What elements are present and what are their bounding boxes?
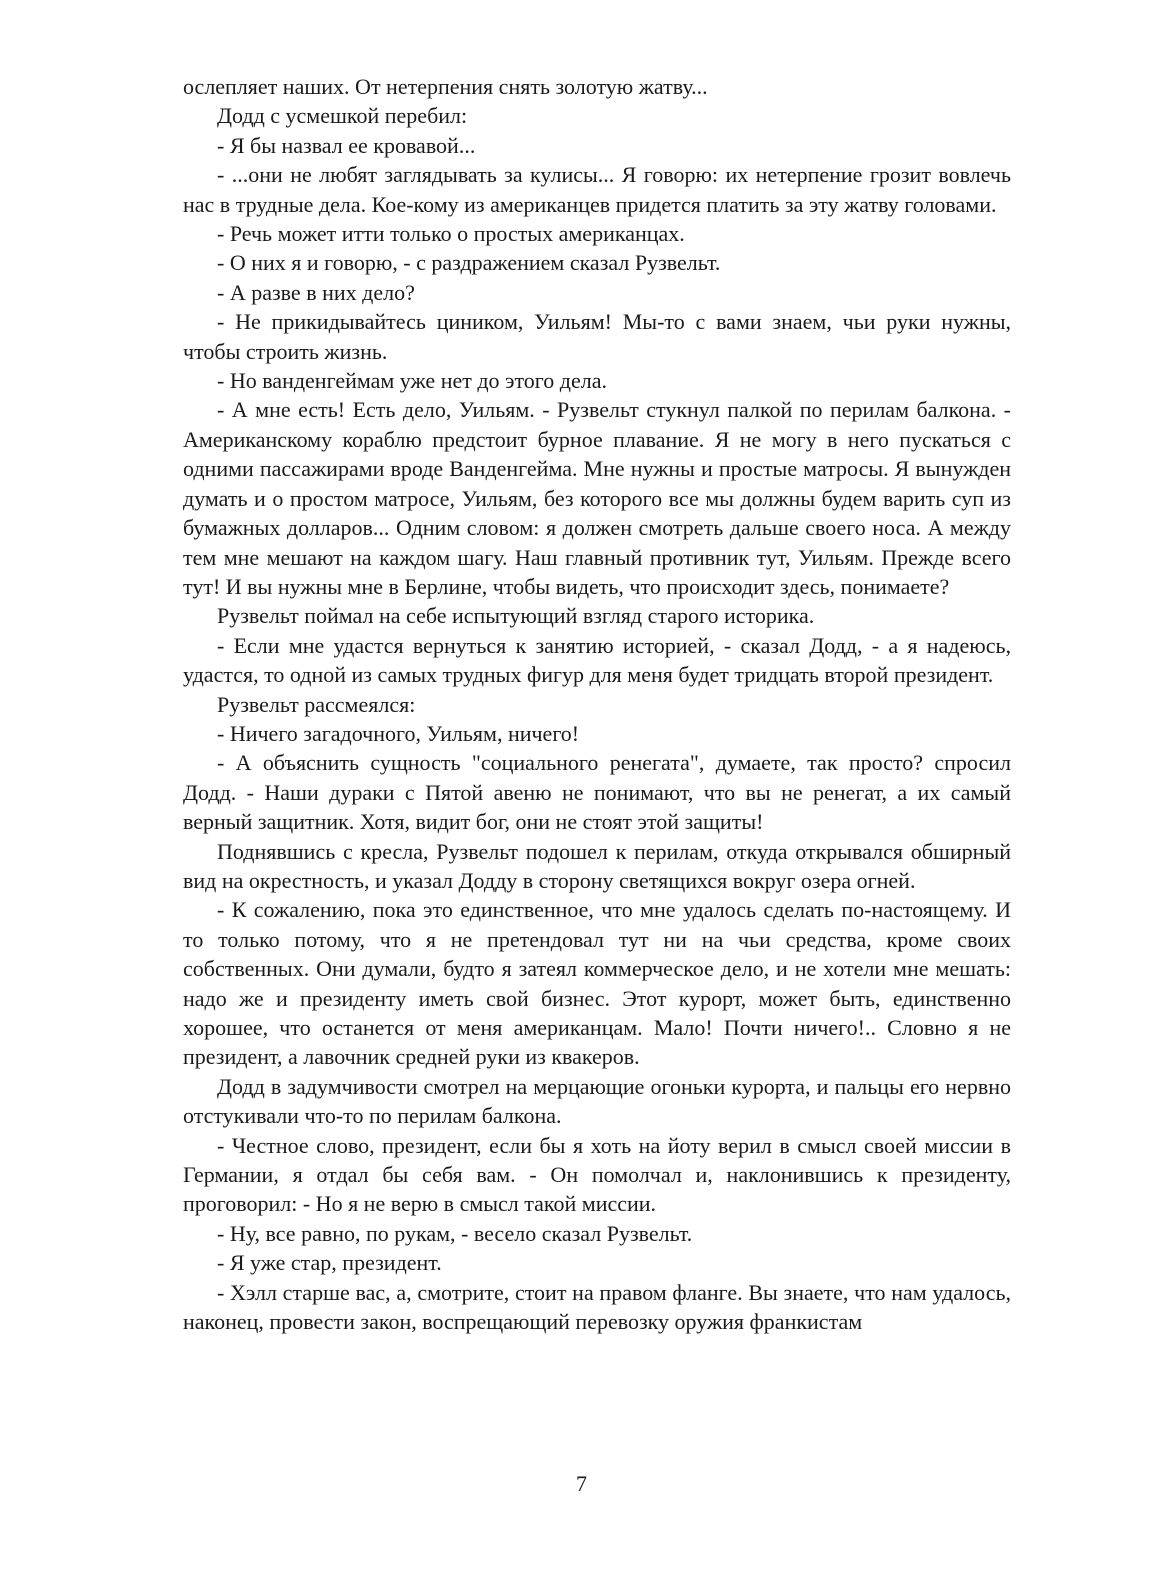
paragraph: - Хэлл старше вас, а, смотрите, стоит на правом фланге. Вы знаете, что нам удалось, наконец, провести закон, воспрещающий перевозку оружия франкистам — [183, 1279, 1011, 1335]
paragraph: - Не прикидывайтесь циником, Уильям! Мы-то с вами знаем, чьи руки нужны, чтобы строить жизнь. — [183, 309, 1011, 364]
paragraph: - Если мне удастся вернуться к занятию историей, - сказал Додд, - а я надеюсь, удастся, то одной из самых трудных фигур для меня будет тридцать второй президент. — [183, 632, 1011, 688]
paragraph: Поднявшись с кресла, Рузвельт подошел к перилам, откуда открывался обширный вид на окрестность, и указал Додду в сторону светящихся вокруг озера огней. — [183, 838, 1011, 893]
paragraph: Додд в задумчивости смотрел на мерцающие огоньки курорта, и пальцы его нервно отстукивали что-то по перилам балкона. — [183, 1073, 1011, 1129]
paragraph: - Я уже стар, президент. — [217, 1250, 442, 1276]
paragraph: - Ну, все равно, по рукам, - весело сказал Рузвельт. — [217, 1220, 693, 1246]
paragraph: Рузвельт рассмеялся: — [217, 691, 416, 717]
paragraph: Рузвельт поймал на себе испытующий взгляд старого историка. — [217, 603, 815, 629]
paragraph: - К сожалению, пока это единственное, что мне удалось сделать по-настоящему. И то только потому, что я не претендовал тут ни на чьи средства, кроме своих собственных. Они думали, будто я затеял коммерческое дело, и не хотели мне мешать: надо же и президенту иметь свой бизнес. Этот курорт, может быть, единственно хорошее, что останется от меня американцам. Мало! Почти ничего!.. Словно я не президент, а лавочник средней руки из квакеров. — [183, 897, 1011, 1070]
page-number: 7 — [576, 1471, 587, 1496]
paragraph: - ...они не любят заглядывать за кулисы... Я говорю: их нетерпение грозит вовлечь нас в трудные дела. Кое-кому из американцев придется платить за эту жатву головами. — [183, 162, 1011, 217]
paragraph: - Речь может итти только о простых американцах. — [217, 221, 685, 247]
body-text — [183, 72, 1011, 1336]
paragraph: - А объяснить сущность "социального ренегата", думаете, так просто? спросил Додд. - Наши дураки с Пятой авеню не понимают, что вы не ренегат, а их самый верный защитник. Хотя, видит бог, они не стоят этой защиты! — [183, 750, 1011, 835]
paragraph: ослепляет наших. От нетерпения снять золотую жатву... — [183, 74, 708, 99]
paragraph: - Честное слово, президент, если бы я хоть на йоту верил в смысл своей миссии в Германии, я отдал бы себя вам. - Он помолчал и, наклонившись к президенту, проговорил: - Но я не верю в смысл такой миссии. — [183, 1132, 1011, 1217]
paragraph: - Ничего загадочного, Уильям, ничего! — [217, 720, 580, 746]
paragraph: Додд с усмешкой перебил: — [217, 103, 468, 129]
paragraph: - А разве в них дело? — [217, 279, 415, 305]
paragraph: - Но ванденгеймам уже нет до этого дела. — [217, 368, 607, 394]
paragraph: - А мне есть! Есть дело, Уильям. - Рузвельт стукнул палкой по перилам балкона. - Американскому кораблю предстоит бурное плавание. Я не могу в него пускаться с одними пассажирами вроде Ванденгейма. Мне нужны и простые матросы. Я вынужден думать и о простом матросе, Уильям, без которого все мы должны будем варить суп из бумажных долларов... Одним словом: я должен смотреть дальше своего носа. А между тем мне мешают на каждом шагу. Наш главный противник тут, Уильям. Прежде всего тут! И вы нужны мне в Берлине, чтобы видеть, что происходит здесь, понимаете? — [183, 397, 1011, 599]
paragraph: - Я бы назвал ее кровавой... — [217, 132, 476, 158]
paragraph: - О них я и говорю, - с раздражением сказал Рузвельт. — [217, 250, 721, 276]
